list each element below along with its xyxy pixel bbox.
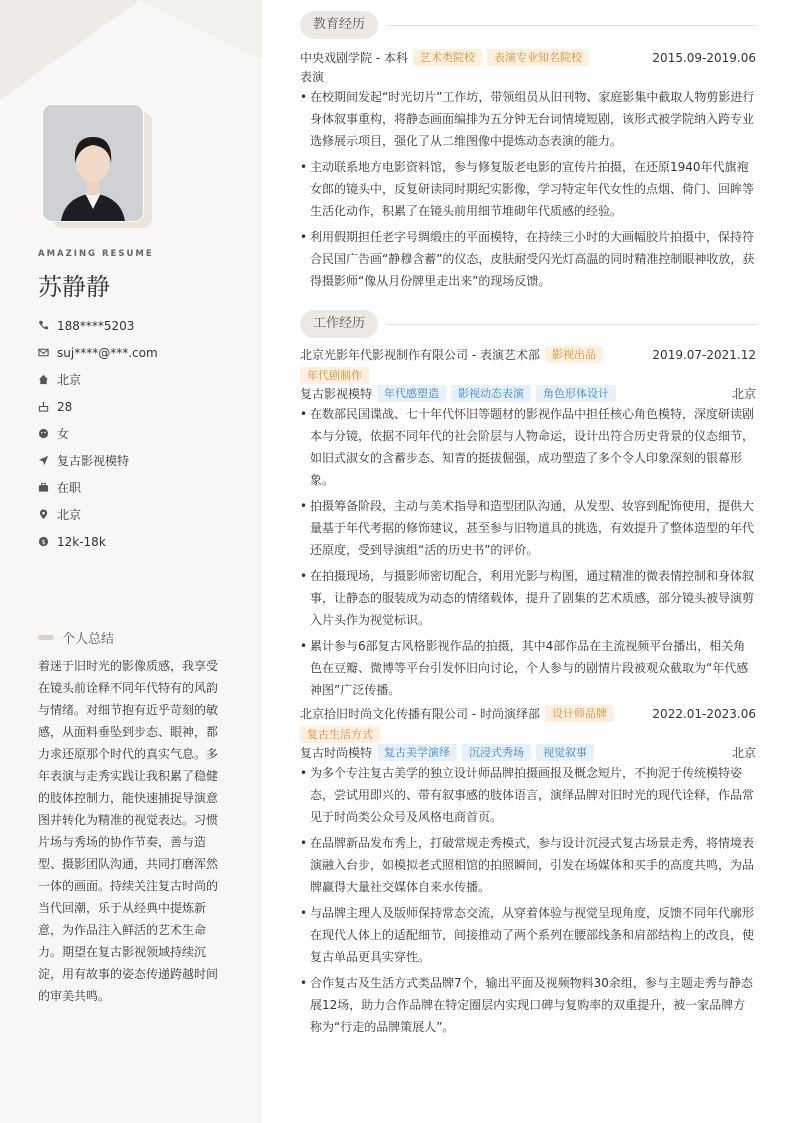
- info-text: 188****5203: [57, 318, 135, 333]
- job-bullets: [300, 403, 756, 705]
- mail-icon: [38, 347, 49, 358]
- job-city: 北京: [731, 387, 756, 401]
- role-row: [300, 744, 756, 761]
- left-sidebar: [0, 0, 262, 1123]
- briefcase-icon: [38, 482, 49, 493]
- company-tag: 复古生活方式: [300, 726, 380, 743]
- job-date: 2022.01-2023.06: [652, 706, 756, 721]
- info-text: 北京: [57, 373, 82, 387]
- cake-icon: [38, 401, 49, 412]
- role-tag: 角色形体设计: [536, 385, 616, 402]
- bullet-item: • 合作复古及生活方式类品牌7个，输出平面及视频物料30余组，参与主题走秀与静态展12场，助力合作品牌在特定圈层内实现口碑与复购率的双重提升，被一家品牌方称为“行走的品牌策展人”。: [300, 972, 756, 1038]
- info-item: [38, 474, 158, 501]
- info-item: [38, 393, 158, 420]
- info-item: [38, 420, 158, 447]
- gender-icon: [38, 428, 49, 439]
- phone-icon: [38, 320, 49, 331]
- home-icon: [38, 374, 49, 385]
- send-icon: [38, 455, 49, 466]
- avatar: [42, 104, 144, 222]
- company-tag: 影视出品: [545, 346, 603, 363]
- bullet-item: • 累计参与6部复古风格影视作品的拍摄，其中4部作品在主流视频平台播出，相关角色在豆瓣、微博等平台引发怀旧向讨论，个人参与的剧情片段被观众截取为“年代感神图”广泛传播。: [300, 635, 756, 701]
- info-text: 28: [57, 399, 73, 414]
- company-tag: 年代剧制作: [300, 367, 369, 384]
- role-title: 复古时尚模特: [300, 746, 373, 760]
- person-name: 苏静静: [38, 273, 110, 301]
- education-header-row: [300, 49, 756, 66]
- bullet-item: • 主动联系地方电影资料馆，参与修复版老电影的宣传片拍摄，在还原1940年代旗袍女郎的镜头中，反复研读同时期纪实影像，学习特定年代女性的点烟、倚门、回眸等生活化动作，积累了在镜头前用细节堆砌年代质感的经验。: [300, 156, 756, 222]
- info-text: 北京: [57, 508, 82, 522]
- company-tag: 设计师品牌: [545, 705, 614, 722]
- job-date: 2019.07-2021.12: [652, 347, 756, 362]
- role-tag: 复古美学演绎: [377, 744, 457, 761]
- info-item: [38, 339, 158, 366]
- info-text: suj****@***.com: [57, 345, 158, 360]
- summary-text: 着迷于旧时光的影像质感，我享受在镜头前诠释不同年代特有的风韵与情绪。对细节抱有近乎苛刻的敏感，从面料垂坠到步态、眼神，都力求还原那个时代的真实气息。多年表演与走秀实践让我积累了稳健的肢体控制力，能快速捕捉导演意图并转化为精准的视觉表达。习惯片场与秀场的协作节奏，善与造型、摄影团队沟通，共同打磨浑然一体的画面。持续关注复古时尚的当代回潮，乐于从经典中提炼新意，为作品注入鲜活的艺术生命力。期望在复古影视领域持续沉淀，用有故事的姿态传递跨越时间的审美共鸣。: [38, 659, 219, 1003]
- company-tag-row: [300, 726, 756, 743]
- summary-heading: [38, 628, 114, 647]
- school-tag: 表演专业知名院校: [487, 49, 589, 66]
- job-header-row: [300, 705, 756, 722]
- bullet-item: • 在数部民国谍战、七十年代怀旧等题材的影视作品中担任核心角色模特，深度研读剧本与分镜，依据不同年代的社会阶层与人物命运，设计出符合历史背景的仪态细节，如旧式淑女的含蓄步态、知青的挺拔倔强，成功塑造了多个令人印象深刻的银幕形象。: [300, 403, 756, 491]
- bullet-item: • 在品牌新品发布秀上，打破常规走秀模式，参与设计沉浸式复古场景走秀，将情境表演融入台步，如模拟老式照相馆的拍照瞬间，引发在场媒体和买手的高度共鸣，为品牌赢得大量社交媒体自来水传播。: [300, 832, 756, 898]
- bullet-item: • 利用假期担任老字号绸缎庄的平面模特，在持续三小时的大画幅胶片拍摄中，保持符合民国广告画“静穆含蓄”的仪态，皮肤耐受闪光灯高温的同时精准控制眼神收放，获得摄影师“像从月份牌里走出来”的现场反馈。: [300, 226, 756, 292]
- location-pin-icon: [38, 509, 49, 520]
- summary-bar-decoration: [38, 635, 54, 640]
- summary-title: 个人总结: [62, 632, 115, 647]
- info-item: [38, 366, 158, 393]
- divider: [388, 25, 756, 26]
- profile-photo: [42, 104, 142, 220]
- info-text: 在职: [57, 481, 82, 495]
- info-text: 复古影视模特: [57, 454, 130, 468]
- info-item: [38, 447, 158, 474]
- info-text: 12k-18k: [57, 534, 106, 549]
- bullet-item: • 在校期间发起“时光切片”工作坊，带领组员从旧刊物、家庭影集中截取人物剪影进行身体叙事重构，将静态画面编排为五分钟无台词情境短剧，该形式被学院纳入跨专业选修展示项目，强化了从二维图像中提炼动态表演的能力。: [300, 86, 756, 152]
- education-section-header: [300, 11, 756, 39]
- company-name: 北京光影年代影视制作有限公司 - 表演艺术部: [300, 348, 540, 362]
- role-tag: 视觉叙事: [536, 744, 594, 761]
- bullet-item: • 在拍摄现场，与摄影师密切配合，利用光影与构图，通过精准的微表情控制和身体叙事，让静态的服装成为动态的情绪载体，提升了剧集的艺术质感，部分镜头被导演剪入片头作为视觉标识。: [300, 565, 756, 631]
- education-bullets: [300, 86, 756, 296]
- role-title: 复古影视模特: [300, 387, 373, 401]
- bullet-item: • 拍摄筹备阶段，主动与美术指导和造型团队沟通，从发型、妆容到配饰使用，提供大量基于年代考据的修饰建议，甚至参与旧物道具的挑选，有效提升了整体造型的年代还原度，受到导演组“活的历史书”的评价。: [300, 495, 756, 561]
- role-row: [300, 385, 756, 402]
- svg-text:$: $: [41, 537, 46, 546]
- school-name: 中央戏剧学院 - 本科: [300, 51, 408, 65]
- education-major: 表演: [300, 70, 325, 84]
- salary-icon: [38, 536, 49, 547]
- work-section-title: 工作经历: [300, 310, 378, 338]
- work-section-header: [300, 310, 756, 338]
- info-item: [38, 312, 158, 339]
- job-bullets: [300, 762, 756, 1042]
- role-tag: 沉浸式秀场: [462, 744, 531, 761]
- school-tag: 艺术类院校: [413, 49, 482, 66]
- role-tag: 影视动态表演: [451, 385, 531, 402]
- contact-info-list: [38, 312, 158, 555]
- job-header-row: [300, 346, 756, 363]
- education-date: 2015.09-2019.06: [652, 50, 756, 65]
- bullet-item: • 与品牌主理人及版师保持常态交流，从穿着体验与视觉呈现角度，反馈不同年代廓形在现代人体上的适配细节，间接推动了两个系列在腰部线条和肩部结构上的改良，使复古单品更具实穿性。: [300, 902, 756, 968]
- info-item: [38, 528, 158, 555]
- education-section-title: 教育经历: [300, 11, 378, 39]
- role-tag: 年代感塑造: [377, 385, 446, 402]
- job-city: 北京: [731, 746, 756, 760]
- divider: [388, 324, 756, 325]
- bullet-item: • 为多个专注复古美学的独立设计师品牌拍摄画报及概念短片，不拘泥于传统模特姿态，尝试用即兴的、带有叙事感的肢体语言，演绎品牌对旧时光的现代诠释，作品常见于时尚类公众号及风格电商首页。: [300, 762, 756, 828]
- info-text: 女: [57, 427, 70, 441]
- resume-label: AMAZING RESUME: [38, 249, 154, 259]
- info-item: [38, 501, 158, 528]
- company-tag-row: [300, 367, 756, 384]
- company-name: 北京拾旧时尚文化传播有限公司 - 时尚演绎部: [300, 707, 540, 721]
